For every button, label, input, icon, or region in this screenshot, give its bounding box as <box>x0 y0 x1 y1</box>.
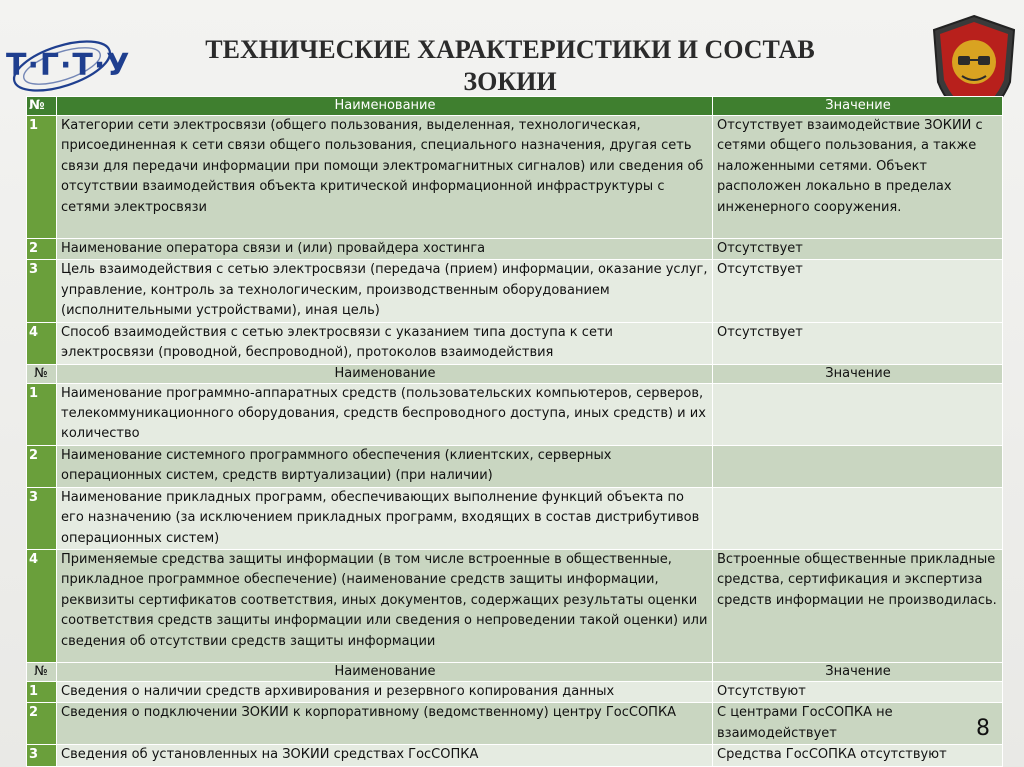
page-number: 8 <box>976 716 990 741</box>
row-num: 1 <box>27 116 57 239</box>
row-name: Сведения об установленных на ЗОКИИ средствах ГосСОПКА <box>57 745 713 766</box>
table-row <box>27 383 1003 445</box>
row-name: Цель взаимодействия с сетью электросвязи (передача (прием) информации, оказание услуг, управление, контроль за технологическим, производственным оборудованием (исполнительными устройствами), иная цель) <box>57 260 713 322</box>
header-num: № <box>27 663 57 682</box>
header-value: Значение <box>713 364 1003 383</box>
table-row <box>27 703 1003 745</box>
header-num: № <box>27 97 57 116</box>
row-value <box>713 445 1003 487</box>
table-header-row <box>27 97 1003 116</box>
row-name: Способ взаимодействия с сетью электросвязи с указанием типа доступа к сети электросвязи (проводной, беспроводной), протоколов взаимодействия <box>57 322 713 364</box>
row-value: С центрами ГосСОПКА не взаимодействует <box>713 703 1003 745</box>
table-row <box>27 550 1003 663</box>
table-row <box>27 745 1003 766</box>
section-header-row <box>27 364 1003 383</box>
table-row <box>27 260 1003 322</box>
row-num: 3 <box>27 260 57 322</box>
row-num: 2 <box>27 445 57 487</box>
row-num: 2 <box>27 239 57 260</box>
row-num: 4 <box>27 322 57 364</box>
logo-text: Т·Г·Т·У <box>6 48 131 83</box>
row-value: Средства ГосСОПКА отсутствуют <box>713 745 1003 766</box>
row-name: Применяемые средства защиты информации (в том числе встроенные в общественные, прикладное программное обеспечение) (наименование средств защиты информации, реквизиты сертификатов соответствия, иных документов, содержащих результаты оценки соответствия средств защиты информации или сведения о непроведении такой оценки) или сведения об отсутствии средств защиты информации <box>57 550 713 663</box>
row-num: 4 <box>27 550 57 663</box>
characteristics-table <box>26 96 1003 767</box>
row-value: Отсутствует <box>713 322 1003 364</box>
row-value: Отсутствуют <box>713 682 1003 703</box>
row-num: 1 <box>27 383 57 445</box>
title-line-1: ТЕХНИЧЕСКИЕ ХАРАКТЕРИСТИКИ И СОСТАВ <box>205 35 815 64</box>
header-name: Наименование <box>57 364 713 383</box>
table-row <box>27 322 1003 364</box>
row-num: 2 <box>27 703 57 745</box>
table-row <box>27 239 1003 260</box>
row-name: Сведения о наличии средств архивирования и резервного копирования данных <box>57 682 713 703</box>
row-num: 1 <box>27 682 57 703</box>
row-value: Отсутствует <box>713 239 1003 260</box>
table-row <box>27 445 1003 487</box>
header-value: Значение <box>713 663 1003 682</box>
header-num: № <box>27 364 57 383</box>
header-name: Наименование <box>57 663 713 682</box>
table-row <box>27 487 1003 549</box>
row-value: Отсутствует взаимодействие ЗОКИИ с сетями общего пользования, а также наложенными сетями. Объект расположен локально в пределах инженерного сооружения. <box>713 116 1003 239</box>
row-name: Наименование прикладных программ, обеспечивающих выполнение функций объекта по его назначению (за исключением прикладных программ, входящих в состав дистрибутивов операционных систем) <box>57 487 713 549</box>
row-value <box>713 383 1003 445</box>
row-value: Отсутствует <box>713 260 1003 322</box>
row-name: Наименование системного программного обеспечения (клиентских, серверных операционных систем, средств виртуализации) (при наличии) <box>57 445 713 487</box>
row-num: 3 <box>27 745 57 766</box>
row-name: Наименование оператора связи и (или) провайдера хостинга <box>57 239 713 260</box>
section-header-row <box>27 663 1003 682</box>
row-name: Категории сети электросвязи (общего пользования, выделенная, технологическая, присоединенная к сети связи общего пользования, специального назначения, другая сеть связи для передачи информации при помощи электромагнитных сигналов) или сведения об отсутствии взаимодействия объекта критической информационной инфраструктуры с сетями электросвязи <box>57 116 713 239</box>
row-value: Встроенные общественные прикладные средства, сертификация и экспертиза средств информации не производилась. <box>713 550 1003 663</box>
table-row <box>27 682 1003 703</box>
table-row <box>27 116 1003 239</box>
row-num: 3 <box>27 487 57 549</box>
row-value <box>713 487 1003 549</box>
row-name: Наименование программно-аппаратных средств (пользовательских компьютеров, серверов, телекоммуникационного оборудования, средств беспроводного доступа, иных средств) и их количество <box>57 383 713 445</box>
page-title <box>150 34 870 98</box>
header-name: Наименование <box>57 97 713 116</box>
title-line-2: ЗОКИИ <box>463 67 557 96</box>
header-value: Значение <box>713 97 1003 116</box>
row-name: Сведения о подключении ЗОКИИ к корпоративному (ведомственному) центру ГосСОПКА <box>57 703 713 745</box>
